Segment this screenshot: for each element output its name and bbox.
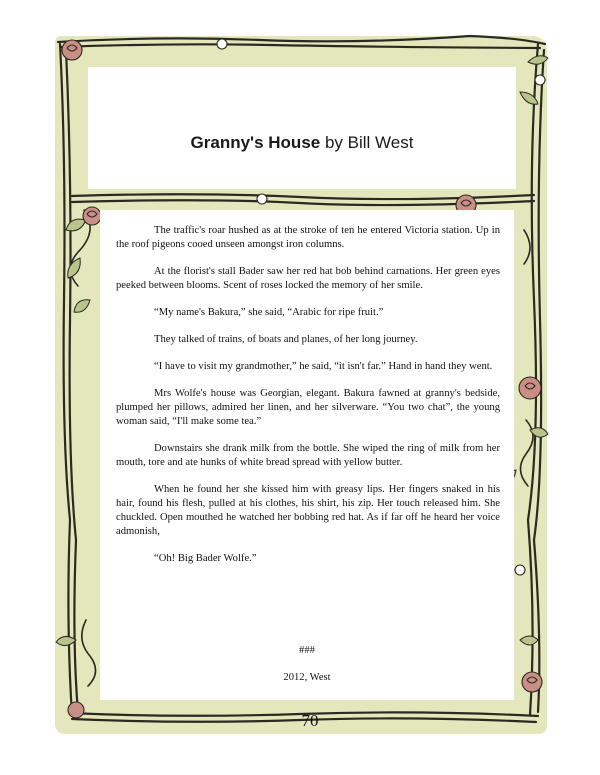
story-panel <box>100 210 514 700</box>
story-text <box>116 224 500 579</box>
section-separator: ### <box>299 645 315 656</box>
paragraph: The traffic's roar hushed as at the stroke of ten he entered Victoria station. Up in the roof pigeons cooed unseen amongst iron columns. <box>116 225 500 250</box>
paragraph: “I have to visit my grandmother,” he said, “it isn't far.” Hand in hand they went. <box>154 361 493 372</box>
paragraph: “My name's Bakura,” she said, “Arabic for ripe fruit.” <box>154 307 384 318</box>
page-number: 70 <box>301 711 319 730</box>
paragraph: “Oh! Big Bader Wolfe.” <box>154 553 257 564</box>
paragraph: When he found her she kissed him with greasy lips. Her fingers snaked in his hair, found his flesh, pulled at his clothes, his shirt, his zip. Her touch released him. She chuckled. Open mouthed he watched her bobbing red hat. As if far off he heard her voice admonish, <box>116 484 500 537</box>
title-main: Granny's House <box>190 133 321 152</box>
story-title <box>88 133 516 153</box>
title-panel <box>88 67 516 189</box>
paragraph: Mrs Wolfe's house was Georgian, elegant. Bakura fawned at granny's bedside, plumped her pillows, admired her linen, and her silverware. “You two chat”, the young woman said, “I'll make some tea.” <box>116 388 500 427</box>
paragraph: At the florist's stall Bader saw her red hat bob behind carnations. Her green eyes peeked between blooms. Scent of roses locked the memory of her smile. <box>116 266 500 291</box>
title-byline: by Bill West <box>324 133 414 152</box>
paragraph: They talked of trains, of boats and planes, of her long journey. <box>154 334 418 345</box>
paragraph: Downstairs she drank milk from the bottle. She wiped the ring of milk from her mouth, tore and ate hunks of white bread spread with yellow butter. <box>116 443 500 468</box>
signature-line: 2012, West <box>283 672 331 683</box>
